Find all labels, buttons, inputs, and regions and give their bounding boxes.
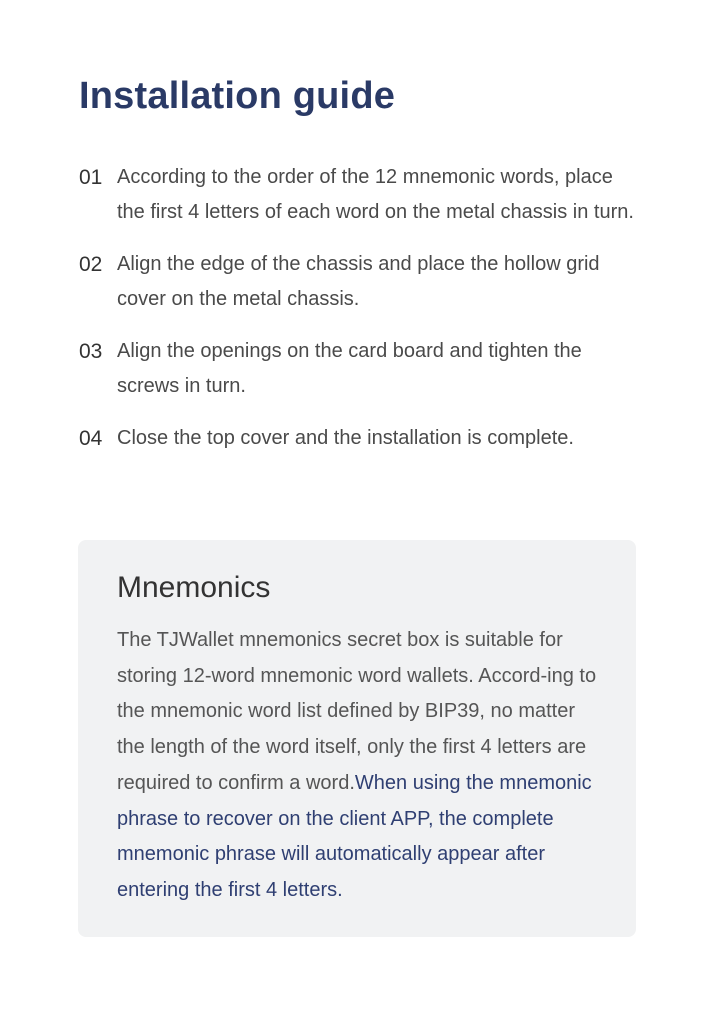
step-text: Close the top cover and the installation is complete. (117, 427, 574, 449)
step-text: Align the edge of the chassis and place the hollow grid cover on the metal chassis. (117, 253, 600, 310)
step-text: According to the order of the 12 mnemonic words, place the first 4 letters of each word on the metal chassis in turn. (117, 166, 634, 223)
step-item (79, 160, 639, 230)
step-item (79, 334, 639, 404)
step-number: 02 (79, 253, 103, 276)
mnemonics-body-text: The TJWallet mnemonics secret box is suitable for storing 12-word mnemonic word wallets. Accord-ing to the mnemonic word list defined by BIP39, no matter the length of the word itself, only the first 4 letters are required to confirm a word. (117, 629, 597, 794)
step-item (79, 421, 639, 456)
installation-steps (79, 160, 639, 473)
step-number: 03 (79, 340, 103, 363)
step-text: Align the openings on the card board and tighten the screws in turn. (117, 340, 582, 397)
step-item (79, 247, 639, 317)
mnemonics-title: Mnemonics (117, 571, 271, 604)
step-number: 04 (79, 427, 103, 450)
step-number: 01 (79, 166, 103, 189)
mnemonics-description (117, 623, 607, 909)
page-title: Installation guide (79, 75, 396, 117)
mnemonics-card (78, 540, 636, 937)
mnemonics-highlight-text: When using the mnemonic phrase to recover on the client APP, the complete mnemonic phrase will automatically appear after entering the first 4 letters. (117, 771, 592, 901)
